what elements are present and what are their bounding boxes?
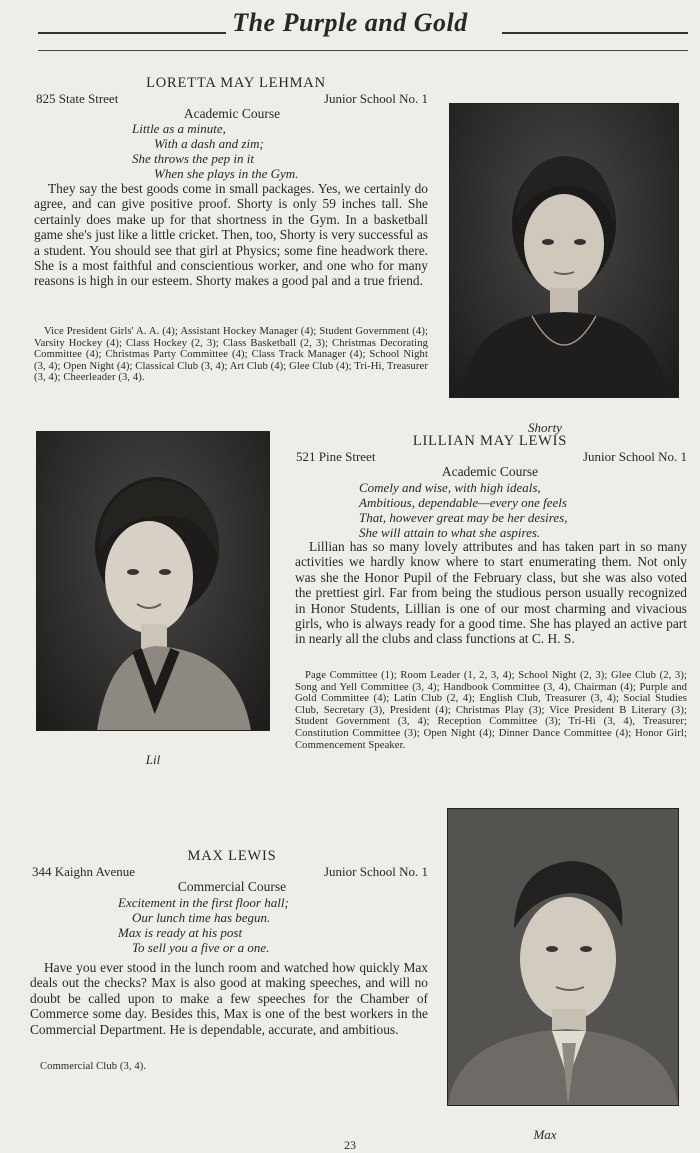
poem-line: Excitement in the first floor hall; [118,895,289,910]
header-rule-bottom [38,50,688,51]
student-nickname: Shorty [528,420,562,435]
portrait-illustration [448,809,678,1105]
student-school: Junior School No. 1 [324,91,428,106]
student-address: 825 State Street [36,91,119,106]
poem-line: That, however great may be her desires, [359,510,568,525]
student-nickname: Lil [145,752,161,767]
student-course: Commercial Course [177,879,287,894]
student-course: Academic Course [441,464,539,479]
student-bio: Have you ever stood in the lunch room and watched how quickly Max deals out the checks? Max is also good at making speeches, and will no doubt be called upon to make a few speeches for the Chamber of Commerce some day. Besides this, Max is one of the best workers in the Commercial Department. He is dependable, accurate, and ambitious. [30,960,428,1037]
page-title: The Purple and Gold [232,8,468,37]
student-photo-lehman [449,103,679,398]
page-number: 23 [344,1138,356,1152]
student-address-row [32,864,428,880]
student-poem [359,480,567,540]
student-photo-max [447,808,679,1106]
poem-line: Ambitious, dependable—every one feels [359,495,567,510]
poem-line: To sell you a five or a one. [132,940,270,955]
student-course: Academic Course [183,106,281,121]
poem-line: With a dash and zim; [154,136,264,151]
student-name: LORETTA MAY LEHMAN [146,75,326,91]
student-address-row [296,449,687,465]
portrait-illustration [450,104,678,397]
poem-line: Little as a minute, [132,121,226,136]
student-poem [132,121,298,181]
student-address-row [36,91,428,107]
student-address: 344 Kaighn Avenue [32,864,136,879]
portrait-illustration [37,432,269,730]
student-name: LILLIAN MAY LEWIS [412,433,568,449]
poem-line: Our lunch time has begun. [132,910,271,925]
poem-line: When she plays in the Gym. [154,166,299,181]
student-address: 521 Pine Street [296,449,376,464]
student-name: MAX LEWIS [187,848,277,864]
student-photo-lillian [36,431,270,731]
student-school: Junior School No. 1 [583,449,687,464]
poem-line: Comely and wise, with high ideals, [359,480,541,495]
poem-line: She throws the pep in it [132,151,254,166]
student-bio: They say the best goods come in small packages. Yes, we certainly do agree, and can give positive proof. Shorty is only 59 inches tall. She certainly does make up for that shortness in the Gym. In a basketball game she's just like a little cricket. Then, too, Shorty is very successful as a student. You should see that girl at Physics; some fine headwork there. She is a most faithful and conscientious worker, and one who for many reasons is high in our esteem. Shorty makes a good pal and a true friend. [34,181,428,289]
student-poem [118,895,289,955]
poem-line: She will attain to what she aspires. [359,525,541,540]
student-activities: Page Committee (1); Room Leader (1, 2, 3, 4); School Night (2, 3); Glee Club (2, 3); Song and Yell Committee (3, 4); Handbook Committee (3, 4), Chairman (4); Purple and Gold Committee (4); Latin Club (2, 4); English Club, Treasurer (3, 4); Social Studies Club, Secretary (3), President (4); Christmas Play (3); Vice President B Literary (3); Student Government (3, 4); Reception Committee (3); Tri-Hi (3, 4), Treasurer; Constitution Committee (3); Open Night (4); Dinner Dance Committee (4); Honor Girl; Commencement Speaker. [295,670,687,751]
student-activities: Commercial Club (3, 4). [40,1061,147,1072]
student-nickname: Max [533,1127,557,1142]
poem-line: Max is ready at his post [118,925,243,940]
student-school: Junior School No. 1 [324,864,428,879]
student-activities: Vice President Girls' A. A. (4); Assistant Hockey Manager (4); Student Government (4); Varsity Hockey (4); Class Hockey (2, 3); Class Basketball (2, 3); Christmas Decorating Committee (4); Christmas Party Committee (4); Class Track Manager (4); School Night (3, 4); Open Night (4); Classical Club (3, 4); Art Club (4); Glee Club (4); Tri-Hi, Treasurer (3, 4); Cheerleader (3, 4). [34,326,428,384]
student-bio: Lillian has so many lovely attributes and has taken part in so many activities we hardly know where to start enumerating them. Not only was she the Honor Pupil of the February class, but she was also voted the prettiest girl. Far from being the studious person usually recognized in Honor Students, Lillian is one of our most charming and vivacious girls, who is always ready for a good time. She has played an active part in nearly all the clubs and class functions at C. H. S. [295,539,687,647]
